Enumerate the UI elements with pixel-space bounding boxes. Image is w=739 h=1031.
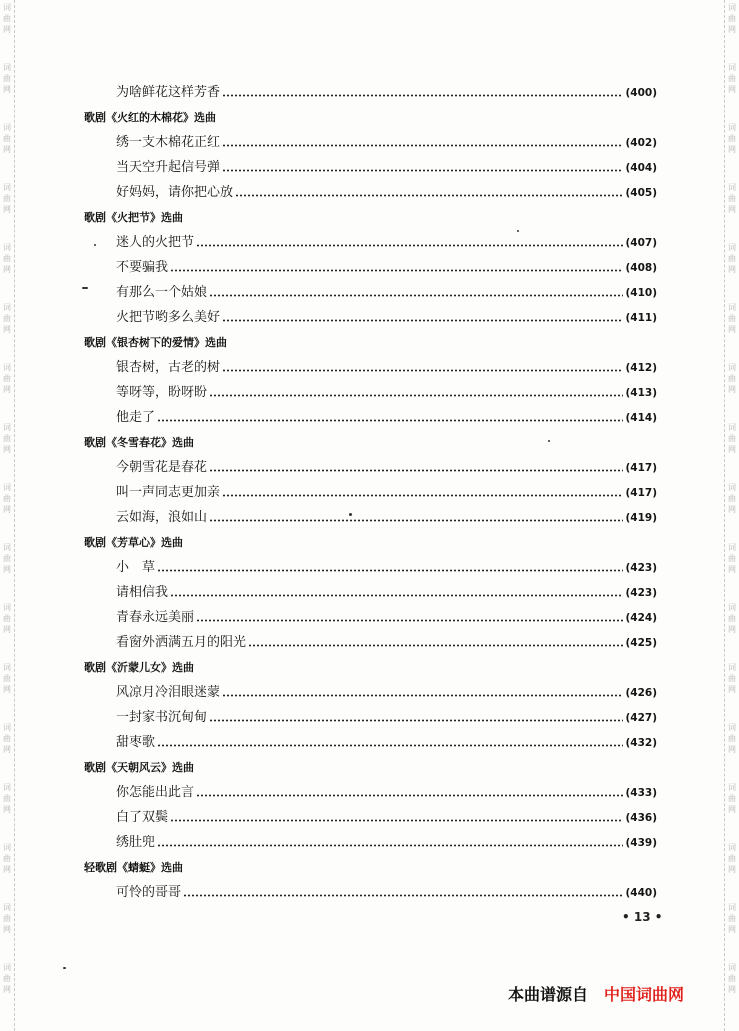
entry-page-number: (427) <box>625 712 657 724</box>
dot-leader <box>248 644 623 647</box>
entry-title: 火把节哟多么美好 <box>116 310 221 325</box>
watermark-text: 词曲网 <box>728 183 736 214</box>
entry-title: 青春永远美丽 <box>116 610 195 625</box>
dot-leader <box>196 619 623 622</box>
watermark-text: 词曲网 <box>3 423 11 454</box>
entry-page-number: (412) <box>625 362 657 374</box>
dot-leader <box>209 519 623 522</box>
entry-page-number: (411) <box>625 312 657 324</box>
toc-entry[interactable] <box>116 458 657 478</box>
entry-page-number: (423) <box>625 587 657 599</box>
watermark-text: 词曲网 <box>728 903 736 934</box>
entry-title: 叫一声同志更加亲 <box>116 485 221 500</box>
entry-page-number: (400) <box>625 87 657 99</box>
watermark-text: 词曲网 <box>3 63 11 94</box>
dot-leader <box>222 494 623 497</box>
scan-speck <box>63 967 66 969</box>
dot-leader <box>222 319 623 322</box>
dot-leader <box>222 369 623 372</box>
entry-title: 今朝雪花是春花 <box>116 460 208 475</box>
dot-leader <box>157 744 623 747</box>
toc-entry[interactable] <box>116 558 657 578</box>
dot-leader <box>196 244 623 247</box>
watermark-text: 词曲网 <box>3 903 11 934</box>
watermark-text: 词曲网 <box>728 483 736 514</box>
dot-leader <box>222 694 623 697</box>
scan-speck <box>548 440 550 442</box>
entry-title: 云如海，浪如山 <box>116 510 208 525</box>
dot-leader <box>209 394 623 397</box>
entry-title: 甜枣歌 <box>116 735 156 750</box>
watermark-text: 词曲网 <box>3 363 11 394</box>
entry-page-number: (414) <box>625 412 657 424</box>
entry-page-number: (407) <box>625 237 657 249</box>
dot-leader <box>209 469 623 472</box>
toc-entry[interactable] <box>116 258 657 278</box>
section-heading: 歌剧《银杏树下的爱情》选曲 <box>84 336 227 349</box>
toc-entry[interactable] <box>116 233 657 253</box>
watermark-text: 词曲网 <box>728 303 736 334</box>
watermark-text: 词曲网 <box>3 963 11 994</box>
watermark-text: 词曲网 <box>728 423 736 454</box>
entry-title: 你怎能出此言 <box>116 785 195 800</box>
entry-title: 小 草 <box>116 560 156 575</box>
watermark-text: 词曲网 <box>3 183 11 214</box>
toc-entry[interactable] <box>116 708 657 728</box>
toc-entry[interactable] <box>116 733 657 753</box>
scan-speck <box>517 230 519 232</box>
dot-leader <box>196 794 623 797</box>
entry-page-number: (410) <box>625 287 657 299</box>
entry-page-number: (402) <box>625 137 657 149</box>
watermark-text: 词曲网 <box>728 843 736 874</box>
toc-entry[interactable] <box>116 383 657 403</box>
toc-entry[interactable] <box>116 308 657 328</box>
entry-title: 风凉月冷泪眼迷蒙 <box>116 685 221 700</box>
entry-page-number: (408) <box>625 262 657 274</box>
watermark-text: 词曲网 <box>3 543 11 574</box>
watermark-text: 词曲网 <box>728 663 736 694</box>
toc-entry[interactable] <box>116 408 657 428</box>
entry-title: 好妈妈，请你把心放 <box>116 185 234 200</box>
left-dashed-border <box>14 0 15 1031</box>
dot-leader <box>183 894 623 897</box>
toc-entry[interactable] <box>116 358 657 378</box>
watermark-text: 词曲网 <box>728 243 736 274</box>
watermark-text: 词曲网 <box>3 243 11 274</box>
entry-page-number: (425) <box>625 637 657 649</box>
toc-entry[interactable] <box>116 633 657 653</box>
toc-entry[interactable] <box>116 883 657 903</box>
dot-leader <box>170 269 623 272</box>
entry-title: 不要骗我 <box>116 260 169 275</box>
watermark-text: 词曲网 <box>728 723 736 754</box>
section-heading: 歌剧《芳草心》选曲 <box>84 536 183 549</box>
entry-page-number: (404) <box>625 162 657 174</box>
section-heading: 歌剧《天朝风云》选曲 <box>84 761 194 774</box>
toc-entry[interactable] <box>116 808 657 828</box>
entry-page-number: (436) <box>625 812 657 824</box>
watermark-text: 词曲网 <box>3 723 11 754</box>
entry-title: 请相信我 <box>116 585 169 600</box>
toc-entry[interactable] <box>116 283 657 303</box>
entry-page-number: (405) <box>625 187 657 199</box>
toc-entry[interactable] <box>116 83 657 103</box>
section-heading: 歌剧《冬雪春花》选曲 <box>84 436 194 449</box>
entry-page-number: (413) <box>625 387 657 399</box>
scan-speck <box>94 244 96 246</box>
left-watermark-strip <box>0 0 16 1031</box>
entry-title: 看窗外洒满五月的阳光 <box>116 635 247 650</box>
right-dashed-border <box>724 0 725 1031</box>
dot-leader <box>157 419 623 422</box>
toc-entry[interactable] <box>116 783 657 803</box>
scan-speck <box>82 287 88 289</box>
entry-title: 可怜的哥哥 <box>116 885 182 900</box>
toc-entry[interactable] <box>116 508 657 528</box>
dot-leader <box>209 294 623 297</box>
dot-leader <box>157 844 623 847</box>
watermark-text: 词曲网 <box>3 663 11 694</box>
entry-title: 一封家书沉甸甸 <box>116 710 208 725</box>
toc-entry[interactable] <box>116 483 657 503</box>
section-heading: 歌剧《沂蒙儿女》选曲 <box>84 661 194 674</box>
dot-leader <box>222 169 623 172</box>
dot-leader <box>235 194 623 197</box>
toc-entry[interactable] <box>116 183 657 203</box>
entry-title: 他走了 <box>116 410 156 425</box>
dot-leader <box>222 94 623 97</box>
dot-leader <box>157 569 623 572</box>
entry-page-number: (419) <box>625 512 657 524</box>
entry-page-number: (439) <box>625 837 657 849</box>
entry-title: 有那么一个姑娘 <box>116 285 208 300</box>
entry-title: 迷人的火把节 <box>116 235 195 250</box>
section-heading: 轻歌剧《蜻蜓》选曲 <box>84 861 183 874</box>
entry-page-number: (424) <box>625 612 657 624</box>
entry-page-number: (433) <box>625 787 657 799</box>
watermark-text: 词曲网 <box>728 543 736 574</box>
watermark-text: 词曲网 <box>3 783 11 814</box>
source-label: 本曲谱源自 <box>508 985 589 1004</box>
watermark-text: 词曲网 <box>3 3 11 34</box>
section-heading: 歌剧《火红的木棉花》选曲 <box>84 111 216 124</box>
watermark-text: 词曲网 <box>3 843 11 874</box>
entry-page-number: (440) <box>625 887 657 899</box>
dot-leader <box>222 144 623 147</box>
watermark-text: 词曲网 <box>728 963 736 994</box>
source-credit <box>508 982 684 1005</box>
entry-page-number: (426) <box>625 687 657 699</box>
right-watermark-strip <box>723 0 739 1031</box>
page-number: • 13 • <box>622 910 663 924</box>
watermark-text: 词曲网 <box>3 123 11 154</box>
entry-title: 银杏树，古老的树 <box>116 360 221 375</box>
dot-leader <box>170 819 623 822</box>
section-heading: 歌剧《火把节》选曲 <box>84 211 183 224</box>
watermark-text: 词曲网 <box>3 603 11 634</box>
dot-leader <box>209 719 623 722</box>
entry-title: 为啥鲜花这样芳香 <box>116 85 221 100</box>
toc-entry[interactable] <box>116 583 657 603</box>
watermark-text: 词曲网 <box>3 303 11 334</box>
entry-page-number: (417) <box>625 462 657 474</box>
watermark-text: 词曲网 <box>728 603 736 634</box>
watermark-text: 词曲网 <box>3 483 11 514</box>
toc-entry[interactable] <box>116 833 657 853</box>
watermark-text: 词曲网 <box>728 783 736 814</box>
source-site-name: 中国词曲网 <box>604 985 685 1004</box>
entry-title: 绣肚兜 <box>116 835 156 850</box>
toc-entry[interactable] <box>116 683 657 703</box>
entry-title: 白了双鬓 <box>116 810 169 825</box>
toc-entry[interactable] <box>116 608 657 628</box>
scan-speck <box>349 513 352 516</box>
dot-leader <box>170 594 623 597</box>
watermark-text: 词曲网 <box>728 123 736 154</box>
toc-entry[interactable] <box>116 158 657 178</box>
entry-title: 当天空升起信号弹 <box>116 160 221 175</box>
entry-page-number: (423) <box>625 562 657 574</box>
toc-entry[interactable] <box>116 133 657 153</box>
watermark-text: 词曲网 <box>728 3 736 34</box>
entry-title: 等呀等，盼呀盼 <box>116 385 208 400</box>
entry-page-number: (417) <box>625 487 657 499</box>
entry-page-number: (432) <box>625 737 657 749</box>
watermark-text: 词曲网 <box>728 363 736 394</box>
entry-title: 绣一支木棉花正红 <box>116 135 221 150</box>
watermark-text: 词曲网 <box>728 63 736 94</box>
